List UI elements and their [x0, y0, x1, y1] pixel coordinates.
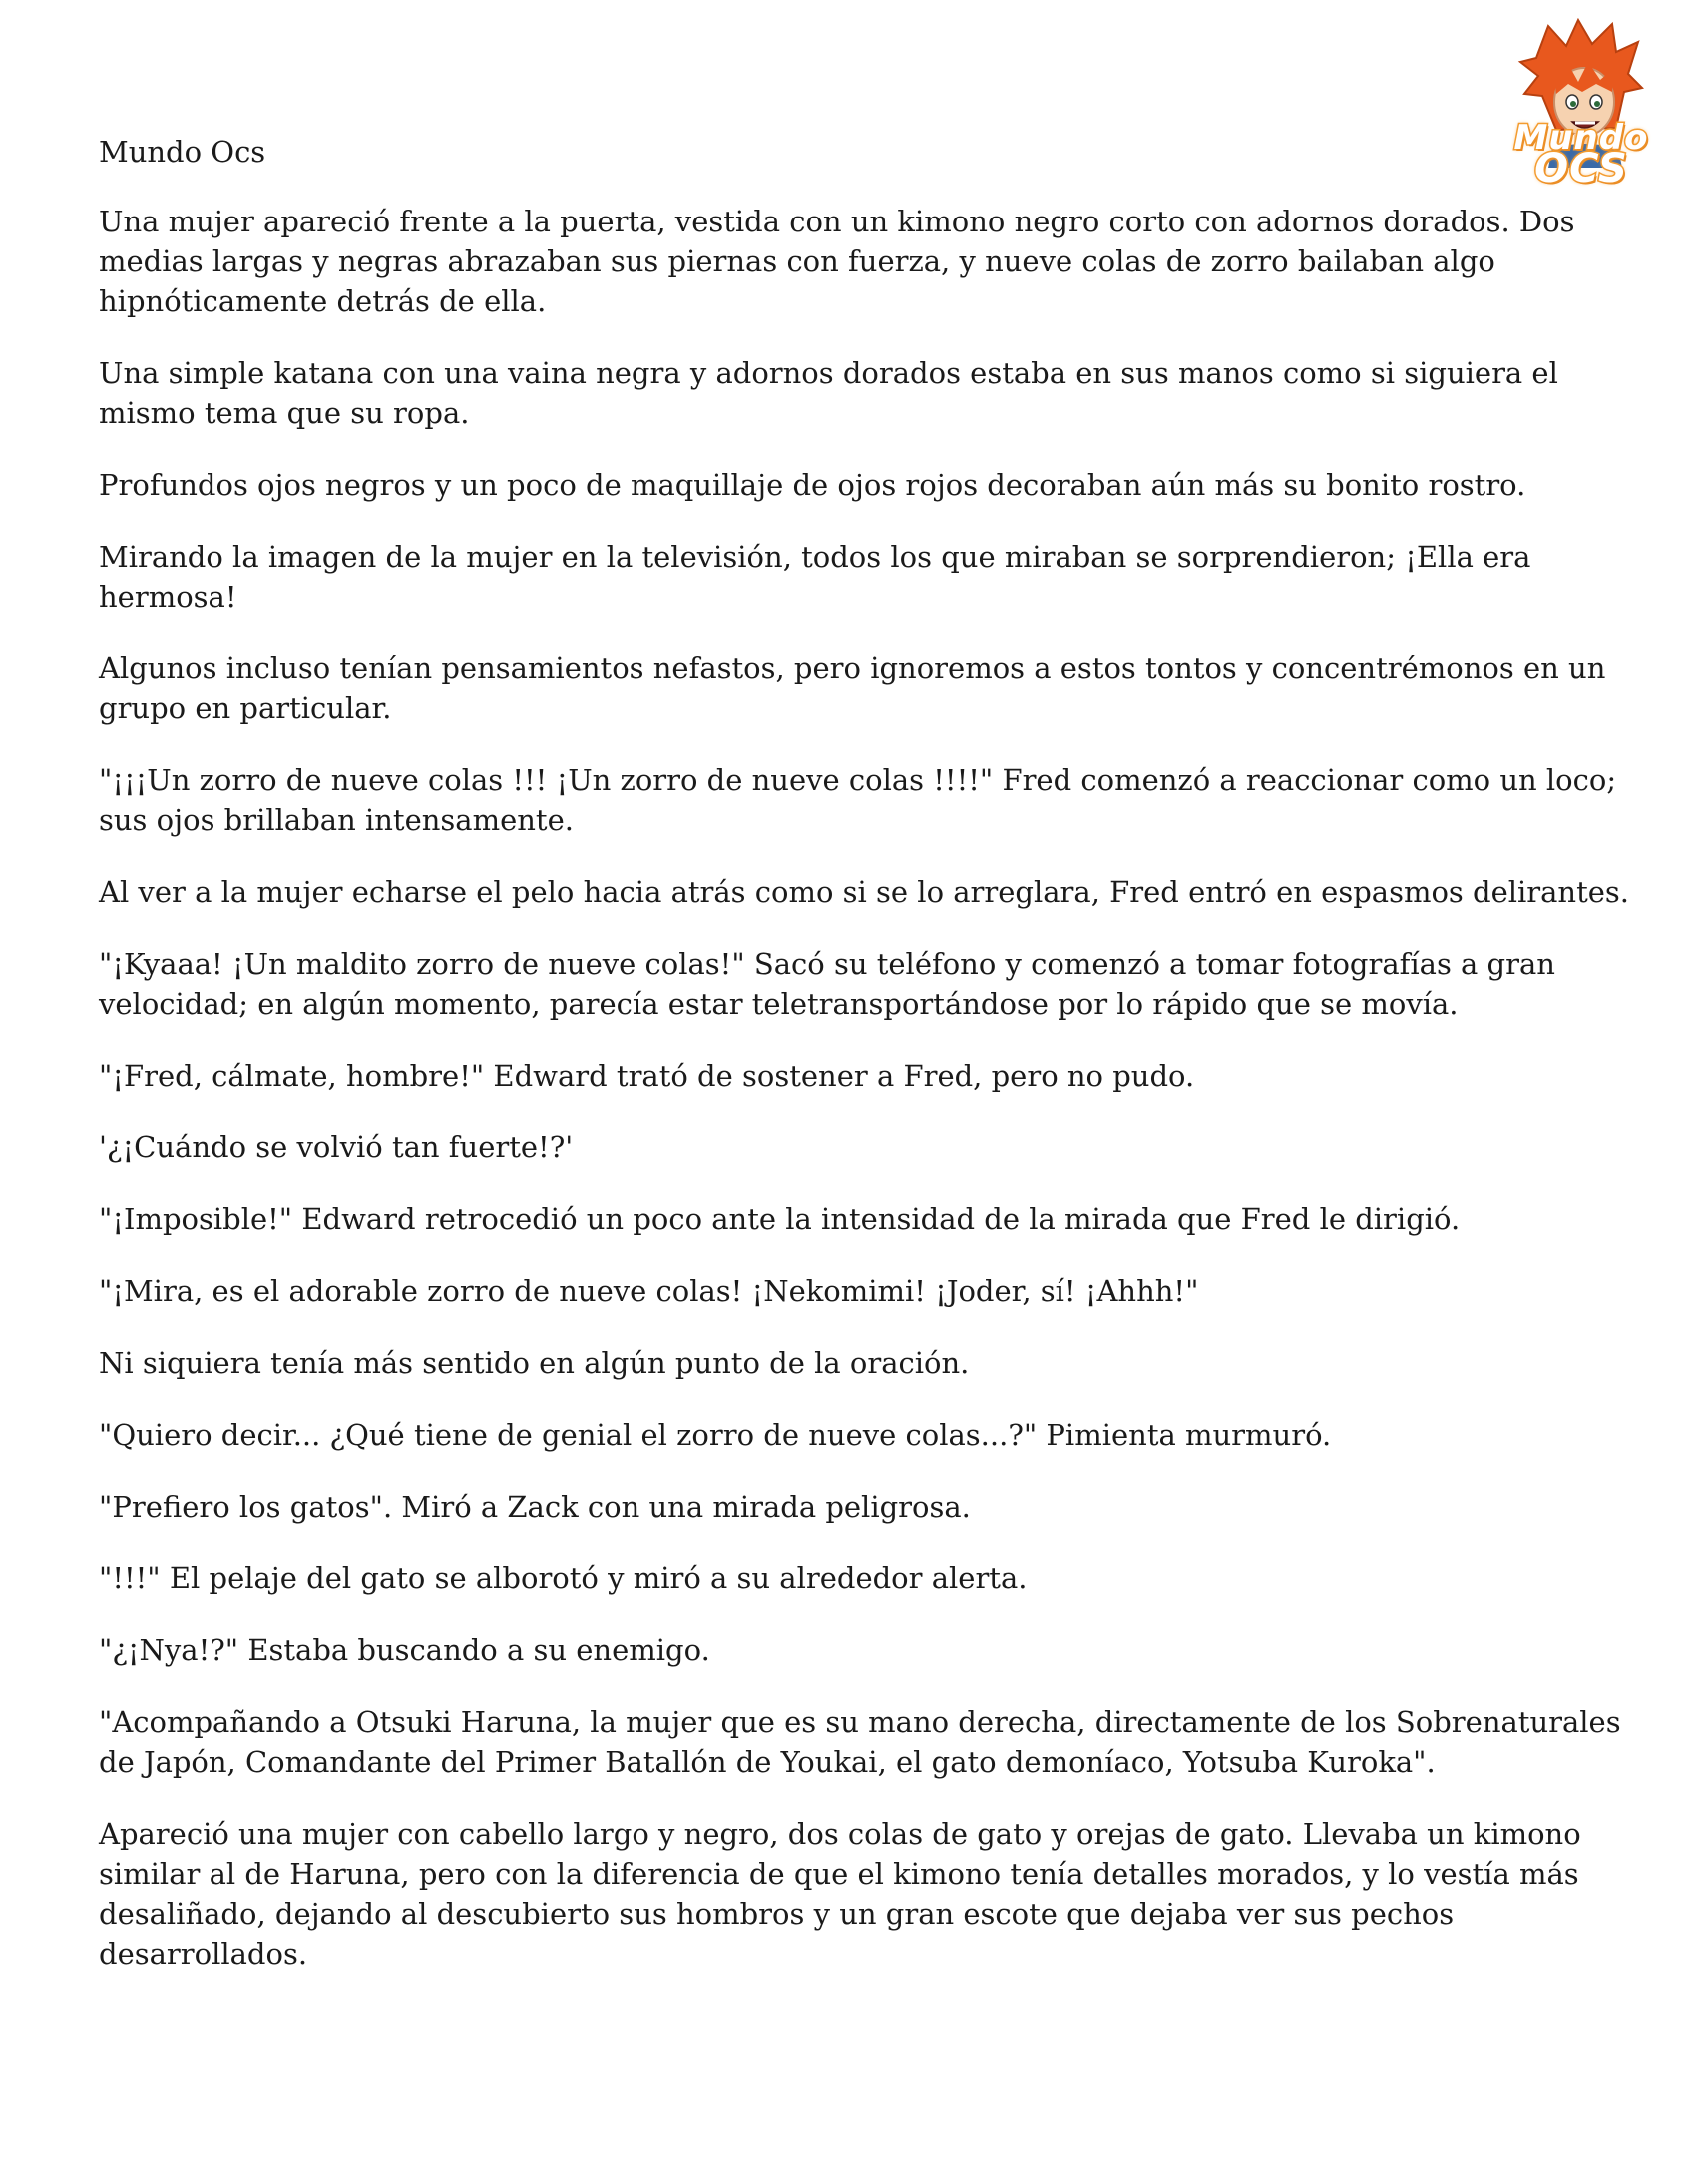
paragraph: Una mujer apareció frente a la puerta, vestida con un kimono negro corto con adornos dorados. Dos medias largas y negras abrazaban sus piernas con fuerza, y nueve colas de zorro bailaban algo hipnóticamente detrás de ella.: [99, 205, 1575, 318]
paragraph: "¡Imposible!" Edward retrocedió un poco ante la intensidad de la mirada que Fred le dirigió.: [99, 1202, 1461, 1236]
paragraph: "!!!" El pelaje del gato se alborotó y miró a su alrededor alerta.: [99, 1561, 1028, 1595]
logo-text-ocs: OCS: [1534, 146, 1628, 192]
paragraph: "Acompañando a Otsuki Haruna, la mujer que es su mano derecha, directamente de los Sobrenaturales de Japón, Comandante del Primer Batallón de Youkai, el gato demoníaco, Yotsuba Kuroka".: [99, 1705, 1621, 1779]
paragraph: Al ver a la mujer echarse el pelo hacia atrás como si se lo arreglara, Fred entró en espasmos delirantes.: [99, 875, 1630, 909]
paragraph: "¡Mira, es el adorable zorro de nueve colas! ¡Nekomimi! ¡Joder, sí! ¡Ahhh!": [99, 1274, 1199, 1308]
paragraph: Algunos incluso tenían pensamientos nefastos, pero ignoremos a estos tontos y concentrémonos en un grupo en particular.: [99, 652, 1606, 725]
paragraph: Una simple katana con una vaina negra y adornos dorados estaba en sus manos como si siguiera el mismo tema que su ropa.: [99, 356, 1558, 430]
document-body: [99, 132, 1635, 2005]
paragraph: Mirando la imagen de la mujer en la televisión, todos los que miraban se sorprendieron; ¡Ella era hermosa!: [99, 540, 1531, 614]
paragraph: '¿¡Cuándo se volvió tan fuerte!?': [99, 1130, 574, 1164]
document-title: Mundo Ocs: [99, 135, 266, 169]
paragraph: "¡¡¡Un zorro de nueve colas !!! ¡Un zorro de nueve colas !!!!" Fred comenzó a reaccionar como un loco; sus ojos brillaban intensamente.: [99, 763, 1617, 837]
paragraph: "¡Fred, cálmate, hombre!" Edward trató de sostener a Fred, pero no pudo.: [99, 1059, 1195, 1092]
paragraph: "Prefiero los gatos". Miró a Zack con una mirada peligrosa.: [99, 1490, 971, 1524]
paragraph: Apareció una mujer con cabello largo y negro, dos colas de gato y orejas de gato. Llevaba un kimono similar al de Haruna, pero con la diferencia de que el kimono tenía detalles morados, y lo vestía más desaliñado, dejando al descubierto sus hombros y un gran escote que dejaba ver sus pechos desarrollados.: [99, 1817, 1581, 1970]
paragraph: "¿¡Nya!?" Estaba buscando a su enemigo.: [99, 1633, 710, 1667]
logo-text-mundo: Mundo: [1513, 118, 1649, 158]
paragraph: "¡Kyaaa! ¡Un maldito zorro de nueve colas!" Sacó su teléfono y comenzó a tomar fotografías a gran velocidad; en algún momento, parecía estar teletransportándose por lo rápido que se movía.: [99, 947, 1555, 1021]
paragraph: Profundos ojos negros y un poco de maquillaje de ojos rojos decoraban aún más su bonito rostro.: [99, 468, 1526, 502]
paragraph: Ni siquiera tenía más sentido en algún punto de la oración.: [99, 1346, 970, 1380]
paragraph: "Quiero decir... ¿Qué tiene de genial el zorro de nueve colas...?" Pimienta murmuró.: [99, 1418, 1332, 1452]
